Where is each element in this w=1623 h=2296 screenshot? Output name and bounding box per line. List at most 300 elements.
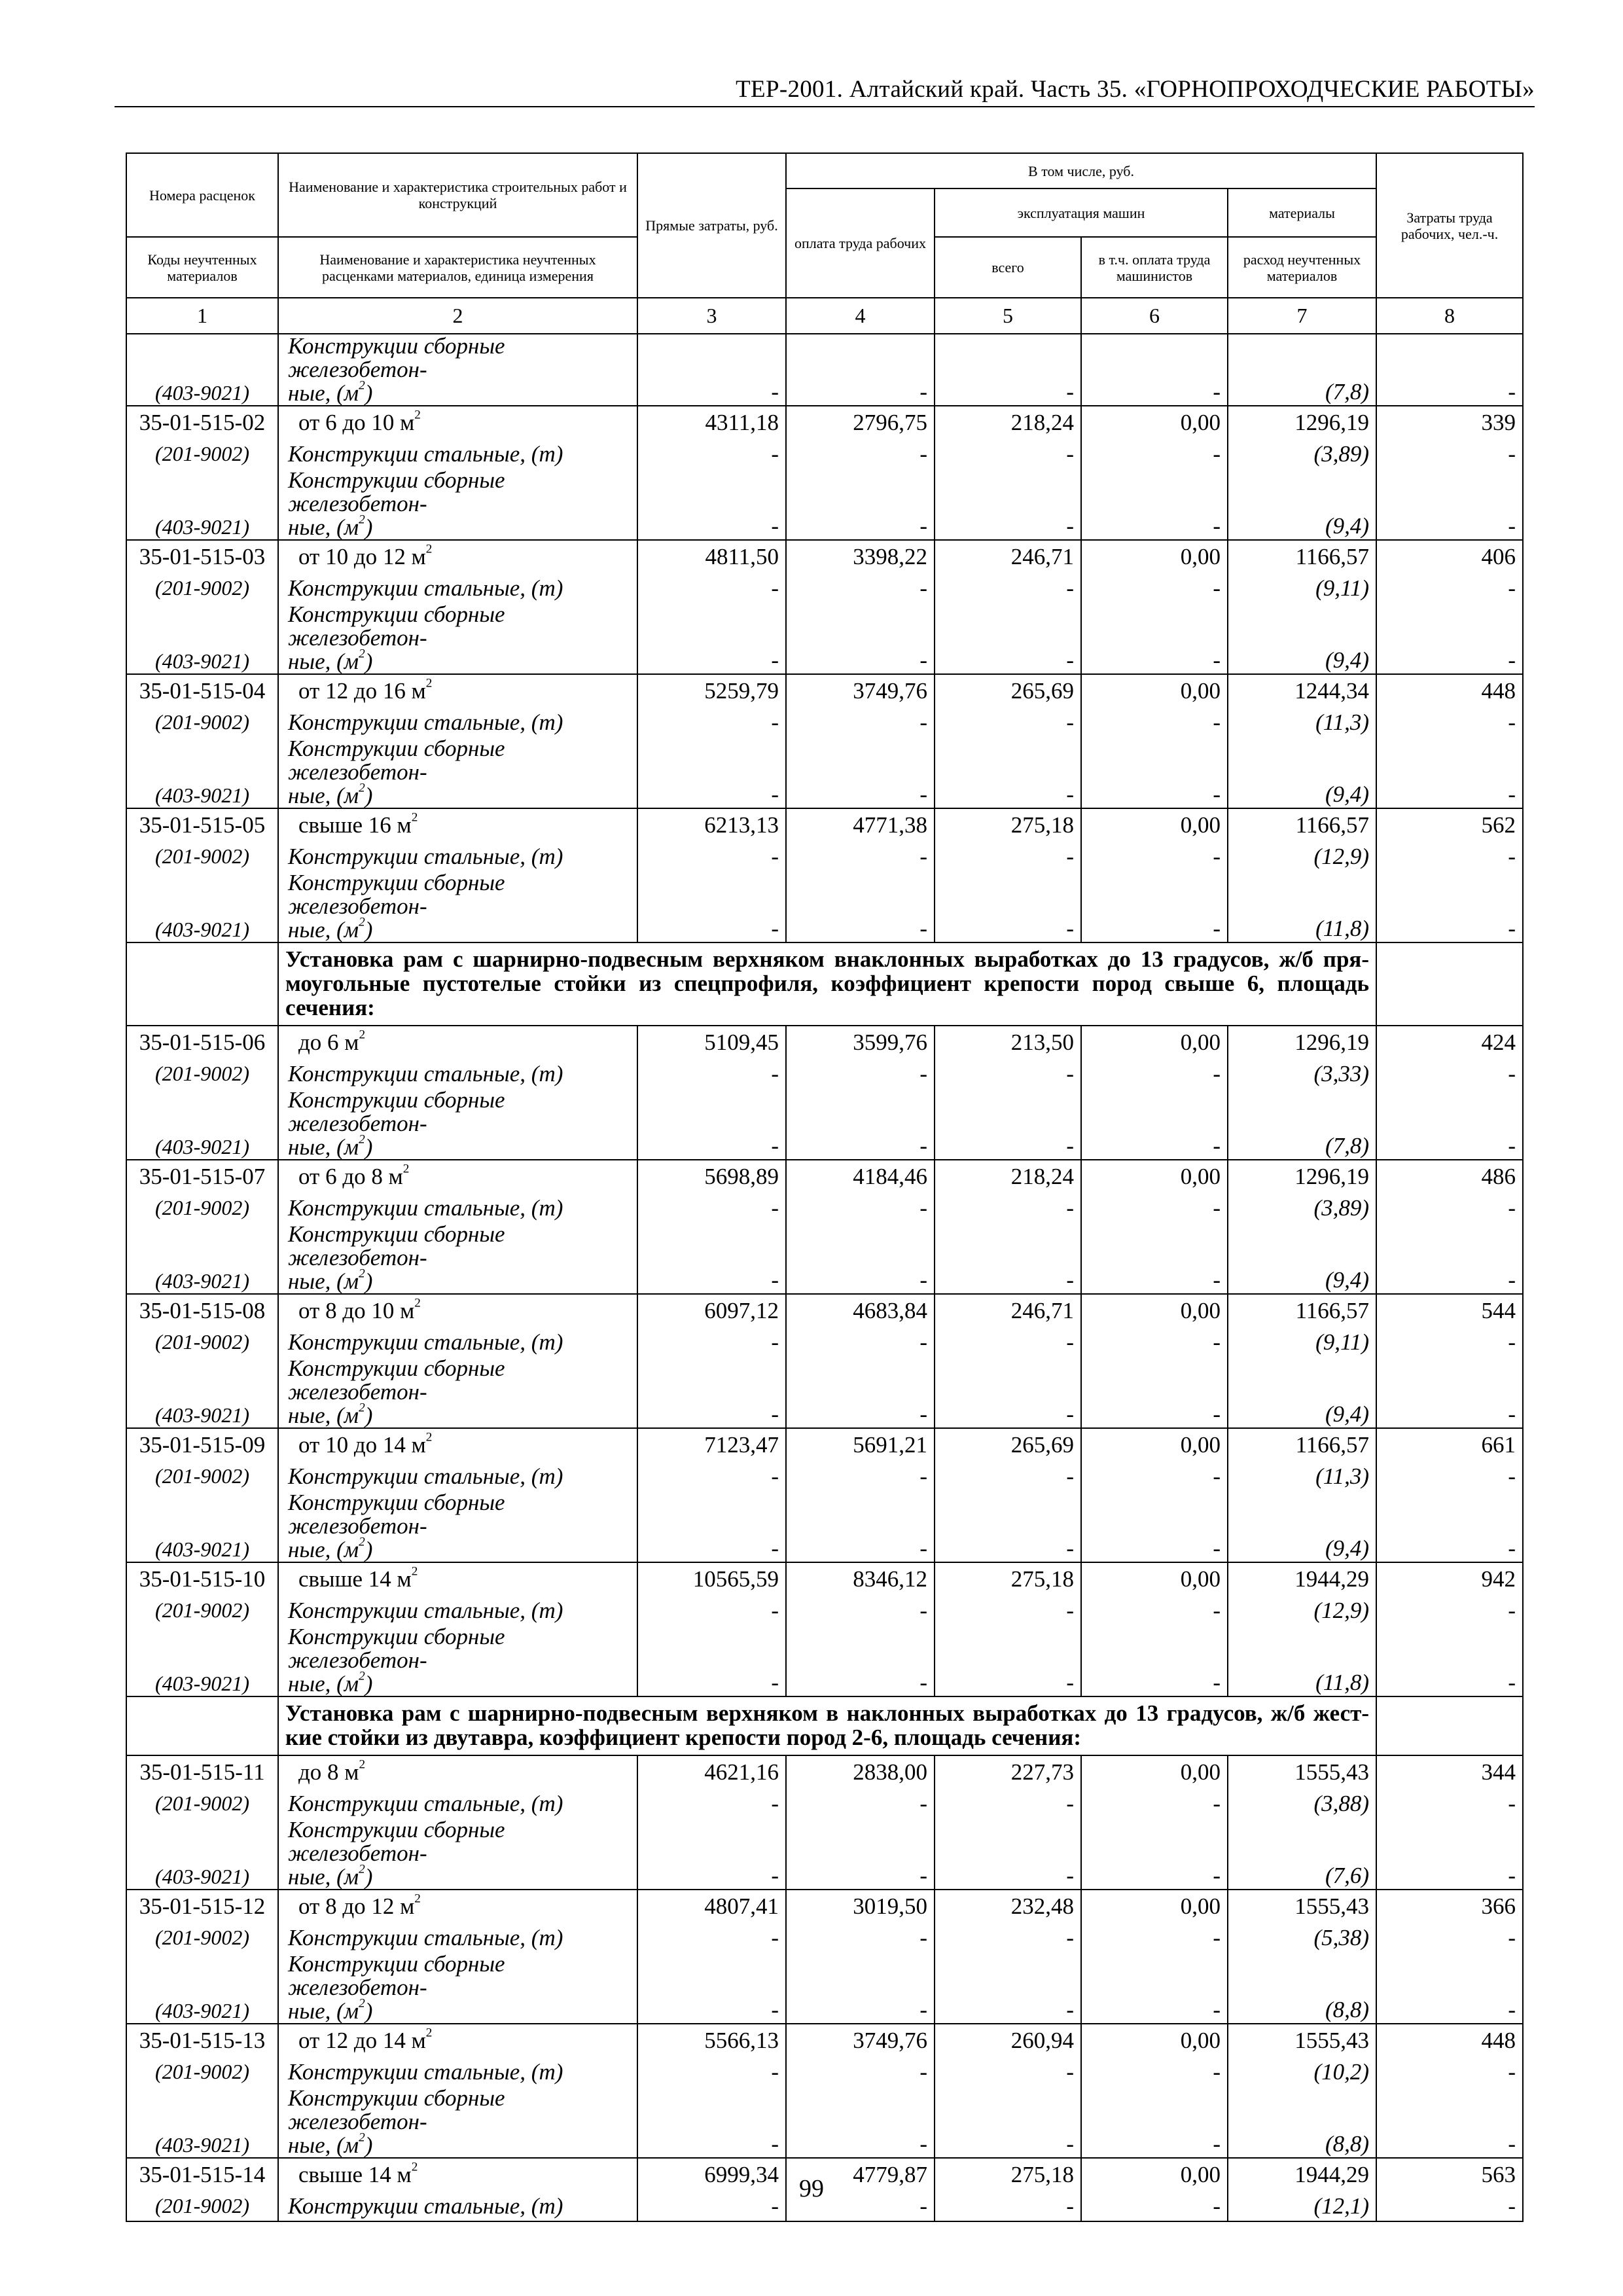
- section-title: Установка рам с шарнирно-подвесным верхняком в наклонных выработках до 13 градусов, ж/б жест-кие стойки из двутавра, коэффициент крепости пород 2-6, площадь сечения:: [278, 1696, 1376, 1755]
- material-row: [126, 1462, 1523, 1491]
- dash-cell: -: [935, 439, 1081, 469]
- dash-cell: -: [1376, 1327, 1523, 1357]
- material-name: Конструкции стальные, (т): [278, 1193, 637, 1223]
- dash-cell: -: [935, 871, 1081, 942]
- dash-cell: -: [637, 2057, 786, 2087]
- dash-cell: -: [935, 737, 1081, 808]
- material-row: [126, 1923, 1523, 1952]
- dash-cell: -: [1081, 439, 1228, 469]
- dash-cell: -: [1376, 2191, 1523, 2221]
- rate-name: свыше 14 $м^2$: [278, 2158, 637, 2191]
- column-number: 6: [1081, 298, 1228, 334]
- dash-cell: -: [1376, 469, 1523, 540]
- material-row: [126, 1952, 1523, 2024]
- header-in-total: В том числе, руб.: [786, 153, 1376, 188]
- rate-code: 35-01-515-14: [126, 2158, 278, 2191]
- material-row: [126, 1327, 1523, 1357]
- dash-cell: -: [637, 1596, 786, 1625]
- dash-cell: -: [1081, 1952, 1228, 2024]
- dash-cell: -: [935, 2087, 1081, 2158]
- dash-cell: -: [1081, 334, 1228, 406]
- material-usage: (9,4): [1228, 737, 1376, 808]
- labor-hours: 486: [1376, 1160, 1523, 1193]
- column-number: 8: [1376, 298, 1523, 334]
- labor-hours: 661: [1376, 1428, 1523, 1462]
- material-code: (403-9021): [126, 1088, 278, 1160]
- material-usage: (9,4): [1228, 1357, 1376, 1428]
- rate-code: 35-01-515-11: [126, 1755, 278, 1789]
- labor-hours: 366: [1376, 1890, 1523, 1923]
- dash-cell: -: [637, 2191, 786, 2221]
- dash-cell: -: [935, 1818, 1081, 1890]
- dash-cell: -: [935, 1625, 1081, 1696]
- section-spacer: [126, 1696, 278, 1755]
- rate-row: [126, 674, 1523, 708]
- material-usage: (7,6): [1228, 1818, 1376, 1890]
- dash-cell: -: [1376, 1059, 1523, 1088]
- material-usage: (5,38): [1228, 1923, 1376, 1952]
- header-worker-pay: оплата труда рабочих: [786, 188, 935, 298]
- header-rate-numbers: Номера расценок: [126, 153, 278, 237]
- machinist-pay: 0,00: [1081, 1562, 1228, 1596]
- material-name: Конструкции стальные, (т): [278, 1596, 637, 1625]
- rate-name: от 12 до 16 $м^2$: [278, 674, 637, 708]
- machines-total: 246,71: [935, 1294, 1081, 1327]
- material-name: Конструкции стальные, (т): [278, 708, 637, 737]
- dash-cell: -: [1081, 1625, 1228, 1696]
- materials-cost: 1166,57: [1228, 540, 1376, 573]
- dash-cell: -: [1376, 1818, 1523, 1890]
- dash-cell: -: [637, 1491, 786, 1562]
- machines-total: 232,48: [935, 1890, 1081, 1923]
- dash-cell: -: [786, 2057, 935, 2087]
- material-row: [126, 1088, 1523, 1160]
- material-row: [126, 1625, 1523, 1696]
- material-usage: (9,4): [1228, 1491, 1376, 1562]
- dash-cell: -: [637, 469, 786, 540]
- rate-row: [126, 406, 1523, 439]
- labor-hours: 448: [1376, 2024, 1523, 2057]
- direct-costs: 6213,13: [637, 808, 786, 842]
- dash-cell: -: [1376, 842, 1523, 871]
- dash-cell: -: [1081, 871, 1228, 942]
- dash-cell: -: [935, 2191, 1081, 2221]
- dash-cell: -: [637, 1223, 786, 1294]
- column-numbers-row: [126, 298, 1523, 334]
- material-row: [126, 469, 1523, 540]
- dash-cell: -: [935, 842, 1081, 871]
- dash-cell: -: [637, 1625, 786, 1696]
- rate-name: свыше 16 $м^2$: [278, 808, 637, 842]
- materials-cost: 1944,29: [1228, 1562, 1376, 1596]
- rate-row: [126, 540, 1523, 573]
- machinist-pay: 0,00: [1081, 808, 1228, 842]
- material-name: Конструкции стальные, (т): [278, 2057, 637, 2087]
- dash-cell: -: [637, 1952, 786, 2024]
- material-code: (403-9021): [126, 334, 278, 406]
- material-row: [126, 1059, 1523, 1088]
- machinist-pay: 0,00: [1081, 2158, 1228, 2191]
- direct-costs: 4621,16: [637, 1755, 786, 1789]
- material-usage: (11,8): [1228, 871, 1376, 942]
- material-name: Конструкции сборные железобетон- ные, $(м^2)$: [278, 469, 637, 540]
- machinist-pay: 0,00: [1081, 1428, 1228, 1462]
- material-row: [126, 1596, 1523, 1625]
- machines-total: 265,69: [935, 674, 1081, 708]
- materials-cost: 1244,34: [1228, 674, 1376, 708]
- dash-cell: -: [1081, 2057, 1228, 2087]
- header-machinist-pay: в т.ч. оплата труда машинистов: [1081, 237, 1228, 298]
- dash-cell: -: [637, 1193, 786, 1223]
- rate-name: от 12 до 14 $м^2$: [278, 2024, 637, 2057]
- rate-row: [126, 1026, 1523, 1059]
- machinist-pay: 0,00: [1081, 406, 1228, 439]
- dash-cell: -: [1376, 1357, 1523, 1428]
- rate-code: 35-01-515-12: [126, 1890, 278, 1923]
- rate-name: от 8 до 12 $м^2$: [278, 1890, 637, 1923]
- dash-cell: -: [1376, 1625, 1523, 1696]
- dash-cell: -: [935, 1952, 1081, 2024]
- material-row: [126, 871, 1523, 942]
- material-row: [126, 573, 1523, 603]
- dash-cell: -: [935, 573, 1081, 603]
- dash-cell: -: [786, 871, 935, 942]
- machines-total: 265,69: [935, 1428, 1081, 1462]
- material-usage: (11,3): [1228, 708, 1376, 737]
- dash-cell: -: [637, 871, 786, 942]
- dash-cell: -: [935, 1357, 1081, 1428]
- labor-hours: 563: [1376, 2158, 1523, 2191]
- material-usage: (11,3): [1228, 1462, 1376, 1491]
- dash-cell: -: [1081, 1193, 1228, 1223]
- header-materials: материалы: [1228, 188, 1376, 237]
- rate-code: 35-01-515-10: [126, 1562, 278, 1596]
- column-number: 3: [637, 298, 786, 334]
- material-code: (201-9002): [126, 1923, 278, 1952]
- dash-cell: -: [786, 842, 935, 871]
- dash-cell: -: [1081, 842, 1228, 871]
- material-code: (201-9002): [126, 439, 278, 469]
- material-usage: (9,11): [1228, 1327, 1376, 1357]
- machines-total: 213,50: [935, 1026, 1081, 1059]
- dash-cell: -: [1081, 1357, 1228, 1428]
- material-usage: (8,8): [1228, 1952, 1376, 2024]
- machinist-pay: 0,00: [1081, 1755, 1228, 1789]
- dash-cell: -: [637, 737, 786, 808]
- material-code: (201-9002): [126, 2057, 278, 2087]
- dash-cell: -: [1081, 2191, 1228, 2221]
- material-row: [126, 603, 1523, 674]
- dash-cell: -: [1081, 1818, 1228, 1890]
- dash-cell: -: [1081, 603, 1228, 674]
- header-machines: эксплуатация машин: [935, 188, 1228, 237]
- rate-name: от 8 до 10 $м^2$: [278, 1294, 637, 1327]
- dash-cell: -: [786, 1952, 935, 2024]
- dash-cell: -: [786, 1789, 935, 1818]
- material-code: (201-9002): [126, 1059, 278, 1088]
- material-usage: (7,8): [1228, 1088, 1376, 1160]
- direct-costs: 4807,41: [637, 1890, 786, 1923]
- rate-name: до 8 $м^2$: [278, 1755, 637, 1789]
- dash-cell: -: [1376, 573, 1523, 603]
- rate-name: от 6 до 10 $м^2$: [278, 406, 637, 439]
- column-number: 7: [1228, 298, 1376, 334]
- dash-cell: -: [786, 1818, 935, 1890]
- material-code: (403-9021): [126, 1818, 278, 1890]
- material-name: Конструкции сборные железобетон- ные, $(м^2)$: [278, 1491, 637, 1562]
- material-usage: (8,8): [1228, 2087, 1376, 2158]
- dash-cell: -: [637, 334, 786, 406]
- dash-cell: -: [1081, 737, 1228, 808]
- labor-hours: 406: [1376, 540, 1523, 573]
- rate-code: 35-01-515-05: [126, 808, 278, 842]
- dash-cell: -: [786, 2087, 935, 2158]
- section-title: Установка рам с шарнирно-подвесным верхняком внаклонных выработках до 13 градусов, ж/б пря-моугольные пустотелые стойки из спецпрофиля, коэффициент крепости пород свыше 6, площадь сечения:: [278, 942, 1376, 1026]
- material-name: Конструкции сборные железобетон- ные, $(м^2)$: [278, 334, 637, 406]
- header-direct-costs: Прямые затраты, руб.: [637, 153, 786, 298]
- dash-cell: -: [935, 1193, 1081, 1223]
- dash-cell: -: [786, 737, 935, 808]
- materials-cost: 1555,43: [1228, 1890, 1376, 1923]
- section-spacer: [1376, 942, 1523, 1026]
- rate-name: до 6 $м^2$: [278, 1026, 637, 1059]
- dash-cell: -: [1376, 1491, 1523, 1562]
- material-name: Конструкции стальные, (т): [278, 439, 637, 469]
- rate-code: 35-01-515-03: [126, 540, 278, 573]
- dash-cell: -: [786, 603, 935, 674]
- page-header-title: ТЕР-2001. Алтайский край. Часть 35. «ГОРНОПРОХОДЧЕСКИЕ РАБОТЫ»: [736, 76, 1535, 103]
- materials-cost: 1944,29: [1228, 2158, 1376, 2191]
- rate-code: 35-01-515-02: [126, 406, 278, 439]
- material-usage: (3,89): [1228, 439, 1376, 469]
- dash-cell: -: [935, 1462, 1081, 1491]
- material-name: Конструкции сборные железобетон- ные, $(м^2)$: [278, 1625, 637, 1696]
- dash-cell: -: [1376, 334, 1523, 406]
- material-row: [126, 2087, 1523, 2158]
- worker-pay: 3749,76: [786, 2024, 935, 2057]
- rate-name: свыше 14 $м^2$: [278, 1562, 637, 1596]
- material-code: (403-9021): [126, 1952, 278, 2024]
- dash-cell: -: [637, 1357, 786, 1428]
- header-labor-costs: Затраты труда рабочих, чел.-ч.: [1376, 153, 1523, 298]
- direct-costs: 7123,47: [637, 1428, 786, 1462]
- dash-cell: -: [637, 708, 786, 737]
- material-code: (201-9002): [126, 573, 278, 603]
- material-usage: (9,4): [1228, 469, 1376, 540]
- machinist-pay: 0,00: [1081, 1294, 1228, 1327]
- column-number: 2: [278, 298, 637, 334]
- dash-cell: -: [637, 1327, 786, 1357]
- dash-cell: -: [1081, 469, 1228, 540]
- material-row: [126, 737, 1523, 808]
- worker-pay: 2796,75: [786, 406, 935, 439]
- material-usage: (12,1): [1228, 2191, 1376, 2221]
- rate-row: [126, 1562, 1523, 1596]
- labor-hours: 562: [1376, 808, 1523, 842]
- dash-cell: -: [935, 1088, 1081, 1160]
- dash-cell: -: [637, 603, 786, 674]
- machinist-pay: 0,00: [1081, 1160, 1228, 1193]
- dash-cell: -: [1376, 2057, 1523, 2087]
- material-code: (201-9002): [126, 1789, 278, 1818]
- material-name: Конструкции сборные железобетон- ные, $(м^2)$: [278, 1952, 637, 2024]
- material-usage: (9,4): [1228, 603, 1376, 674]
- price-table: [126, 152, 1524, 2222]
- labor-hours: 942: [1376, 1562, 1523, 1596]
- material-code: (201-9002): [126, 842, 278, 871]
- dash-cell: -: [786, 1327, 935, 1357]
- section-spacer: [1376, 1696, 1523, 1755]
- material-name: Конструкции стальные, (т): [278, 842, 637, 871]
- materials-cost: 1296,19: [1228, 406, 1376, 439]
- dash-cell: -: [1081, 1462, 1228, 1491]
- dash-cell: -: [1081, 708, 1228, 737]
- rate-code: 35-01-515-13: [126, 2024, 278, 2057]
- dash-cell: -: [786, 573, 935, 603]
- dash-cell: -: [935, 1491, 1081, 1562]
- worker-pay: 3599,76: [786, 1026, 935, 1059]
- rate-row: [126, 1755, 1523, 1789]
- dash-cell: -: [1376, 708, 1523, 737]
- material-row: [126, 842, 1523, 871]
- machines-total: 275,18: [935, 1562, 1081, 1596]
- dash-cell: -: [935, 1923, 1081, 1952]
- dash-cell: -: [935, 1789, 1081, 1818]
- worker-pay: 4184,46: [786, 1160, 935, 1193]
- machines-total: 275,18: [935, 2158, 1081, 2191]
- dash-cell: -: [935, 469, 1081, 540]
- material-row: [126, 1193, 1523, 1223]
- material-usage: (3,88): [1228, 1789, 1376, 1818]
- dash-cell: -: [1376, 603, 1523, 674]
- dash-cell: -: [1081, 1923, 1228, 1952]
- machines-total: 218,24: [935, 1160, 1081, 1193]
- material-code: (403-9021): [126, 1625, 278, 1696]
- rate-code: 35-01-515-06: [126, 1026, 278, 1059]
- material-name: Конструкции стальные, (т): [278, 2191, 637, 2221]
- dash-cell: -: [935, 2057, 1081, 2087]
- materials-cost: 1555,43: [1228, 2024, 1376, 2057]
- material-name: Конструкции сборные железобетон- ные, $(м^2)$: [278, 1818, 637, 1890]
- rate-name: от 10 до 12 $м^2$: [278, 540, 637, 573]
- rate-code: 35-01-515-04: [126, 674, 278, 708]
- material-usage: (11,8): [1228, 1625, 1376, 1696]
- direct-costs: 6999,34: [637, 2158, 786, 2191]
- material-row: [126, 708, 1523, 737]
- dash-cell: -: [1376, 871, 1523, 942]
- material-usage: (9,11): [1228, 573, 1376, 603]
- dash-cell: -: [1376, 1789, 1523, 1818]
- dash-cell: -: [1376, 1462, 1523, 1491]
- dash-cell: -: [637, 1088, 786, 1160]
- material-usage: (10,2): [1228, 2057, 1376, 2087]
- dash-cell: -: [786, 1625, 935, 1696]
- dash-cell: -: [786, 2191, 935, 2221]
- material-code: (201-9002): [126, 1193, 278, 1223]
- dash-cell: -: [1081, 1596, 1228, 1625]
- machinist-pay: 0,00: [1081, 540, 1228, 573]
- column-number: 5: [935, 298, 1081, 334]
- material-name: Конструкции стальные, (т): [278, 1059, 637, 1088]
- rate-code: 35-01-515-09: [126, 1428, 278, 1462]
- page-header: [115, 73, 1535, 107]
- material-usage: (12,9): [1228, 1596, 1376, 1625]
- rate-row: [126, 1428, 1523, 1462]
- material-row: [126, 1789, 1523, 1818]
- materials-cost: 1555,43: [1228, 1755, 1376, 1789]
- direct-costs: 5698,89: [637, 1160, 786, 1193]
- page-number: 99: [799, 2175, 824, 2202]
- dash-cell: -: [1376, 1923, 1523, 1952]
- material-usage: (7,8): [1228, 334, 1376, 406]
- material-name: Конструкции стальные, (т): [278, 1327, 637, 1357]
- dash-cell: -: [786, 1193, 935, 1223]
- dash-cell: -: [637, 2087, 786, 2158]
- machines-total: 260,94: [935, 2024, 1081, 2057]
- material-name: Конструкции стальные, (т): [278, 1923, 637, 1952]
- section-title-row: [126, 942, 1523, 1026]
- material-code: (403-9021): [126, 1223, 278, 1294]
- dash-cell: -: [786, 334, 935, 406]
- dash-cell: -: [1376, 737, 1523, 808]
- direct-costs: 5566,13: [637, 2024, 786, 2057]
- material-code: (403-9021): [126, 737, 278, 808]
- rate-code: 35-01-515-07: [126, 1160, 278, 1193]
- material-name: Конструкции сборные железобетон- ные, $(м^2)$: [278, 1223, 637, 1294]
- dash-cell: -: [786, 1462, 935, 1491]
- dash-cell: -: [1081, 1789, 1228, 1818]
- rate-row: [126, 1890, 1523, 1923]
- column-number: 1: [126, 298, 278, 334]
- direct-costs: 4311,18: [637, 406, 786, 439]
- rate-row: [126, 2024, 1523, 2057]
- dash-cell: -: [786, 469, 935, 540]
- rate-name: от 6 до 8 $м^2$: [278, 1160, 637, 1193]
- dash-cell: -: [935, 603, 1081, 674]
- dash-cell: -: [786, 1223, 935, 1294]
- dash-cell: -: [935, 334, 1081, 406]
- dash-cell: -: [637, 842, 786, 871]
- material-name: Конструкции сборные железобетон- ные, $(м^2)$: [278, 2087, 637, 2158]
- dash-cell: -: [1376, 1193, 1523, 1223]
- dash-cell: -: [637, 1059, 786, 1088]
- header-materials-use: расход неучтенных материалов: [1228, 237, 1376, 298]
- dash-cell: -: [1081, 1491, 1228, 1562]
- dash-cell: -: [786, 1088, 935, 1160]
- materials-cost: 1296,19: [1228, 1160, 1376, 1193]
- rate-row: [126, 808, 1523, 842]
- dash-cell: -: [1081, 1088, 1228, 1160]
- worker-pay: 2838,00: [786, 1755, 935, 1789]
- worker-pay: 3398,22: [786, 540, 935, 573]
- labor-hours: 448: [1376, 674, 1523, 708]
- machines-total: 275,18: [935, 808, 1081, 842]
- material-row: [126, 334, 1523, 406]
- material-code: (403-9021): [126, 871, 278, 942]
- direct-costs: 5109,45: [637, 1026, 786, 1059]
- material-name: Конструкции стальные, (т): [278, 1789, 637, 1818]
- dash-cell: -: [786, 1596, 935, 1625]
- material-row: [126, 1818, 1523, 1890]
- dash-cell: -: [1376, 2087, 1523, 2158]
- materials-cost: 1166,57: [1228, 808, 1376, 842]
- machinist-pay: 0,00: [1081, 674, 1228, 708]
- dash-cell: -: [637, 1462, 786, 1491]
- dash-cell: -: [786, 1059, 935, 1088]
- machines-total: 246,71: [935, 540, 1081, 573]
- material-row: [126, 2057, 1523, 2087]
- material-name: Конструкции сборные железобетон- ные, $(м^2)$: [278, 603, 637, 674]
